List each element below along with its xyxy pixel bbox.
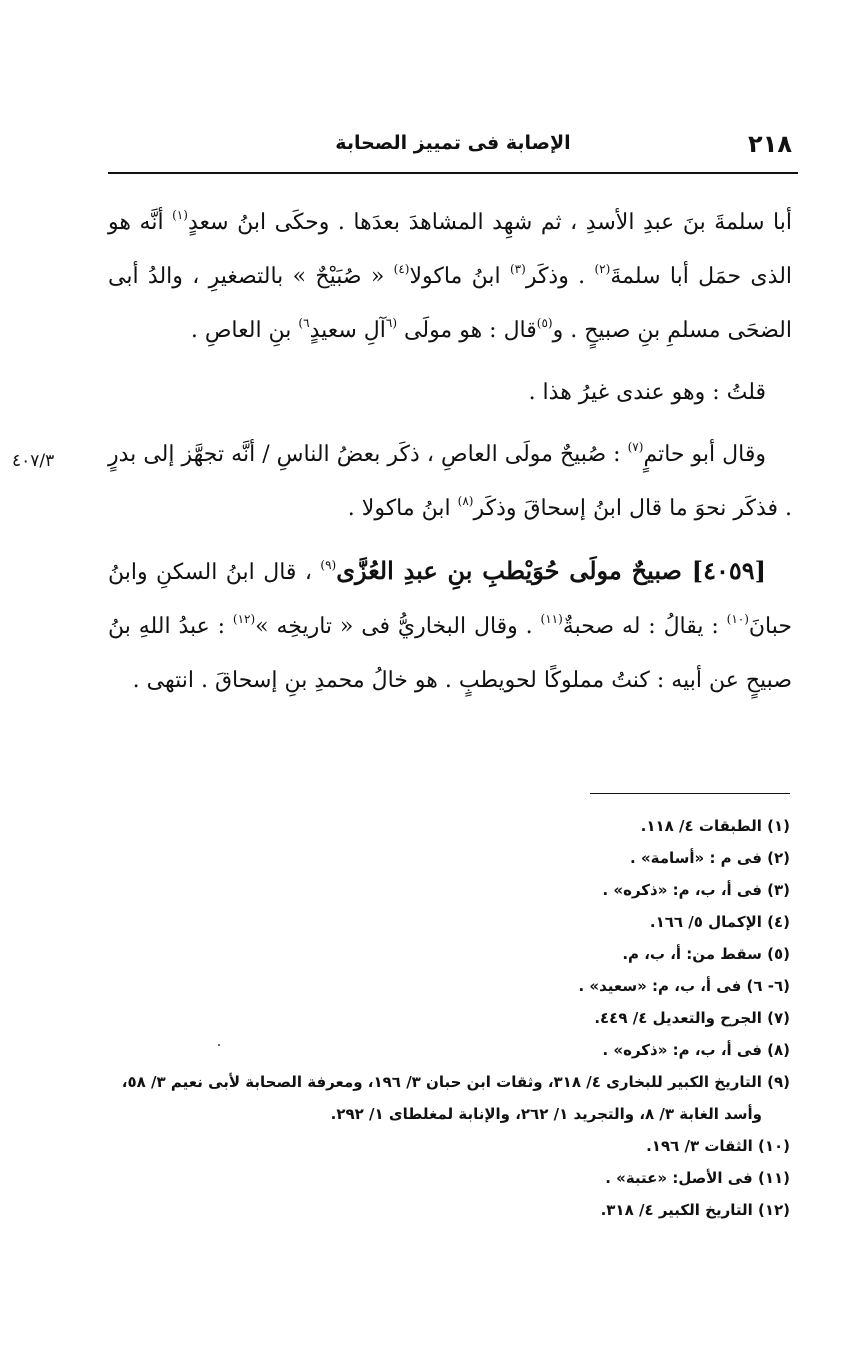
text-run: : عبدُ اللهِ بنُ صبيحٍ عن أبيه : كنتُ مملوكًا لحويطبٍ . هو خالُ محمدِ بنِ إسحاقَ . انتهى . <box>108 614 792 693</box>
footnote-9: (٩) التاريخ الكبير للبخارى ٤/ ٣١٨، وثقات ابن حبان ٣/ ١٩٦، ومعرفة الصحابة لأبى نعيم ٣/ ٥٨، <box>121 1073 790 1091</box>
header-rule <box>108 172 798 174</box>
margin-reference: ٤٠٧/٣ <box>12 451 55 471</box>
text-run: ابنُ ماكولا <box>409 264 510 289</box>
footnote-marker: (١) <box>172 208 188 222</box>
paragraph-3 <box>108 428 792 536</box>
text-run: آلِ سعيدٍ <box>309 318 386 343</box>
text-run: ابنُ ماكولا . <box>347 496 458 521</box>
footnotes <box>96 810 790 1226</box>
paragraph-2: قلتُ : وهو عندى غيرُ هذا . <box>528 380 766 405</box>
text-run: أبا سلمةَ بنَ عبدِ الأسدِ ، ثم شهِد المشاهدَ بعدَها . وحكَى ابنُ سعدٍ <box>187 210 792 235</box>
footnote-marker: (٣) <box>509 262 526 276</box>
footnote-marker: (١٠) <box>726 612 749 626</box>
footnote-3: (٣) فى أ، ب، م: «ذكره» . <box>602 881 790 899</box>
footnote-9-continued <box>96 1098 790 1130</box>
footnote-continuation: وأسد الغابة ٣/ ٨، والتجريد ١/ ٢٦٢، والإنابة لمغلطاى ١/ ٢٩٢. <box>330 1105 762 1123</box>
footnote-4: (٤) الإكمال ٥/ ١٦٦. <box>649 913 790 931</box>
footnote-2: (٢) فى م : «أسامة» . <box>630 849 790 867</box>
text-run: . وقال البخاريُّ فى « تاريخِه » <box>255 614 541 639</box>
footnote-marker: ٦) <box>298 316 310 330</box>
footnote-8: (٨) فى أ، ب، م: «ذكره» . <box>602 1041 790 1059</box>
footnote-marker: (٨) <box>457 494 474 508</box>
text-run: قال : هو مولَى <box>397 318 537 343</box>
text-run: بنِ العاصِ . <box>190 318 299 343</box>
paragraph-1 <box>108 196 792 358</box>
footnote-marker: (١٢) <box>232 612 256 626</box>
text-run: وقال أبو حاتمٍ <box>643 442 766 467</box>
footnote-11: (١١) فى الأصل: «عتبة» . <box>605 1169 790 1187</box>
footnote-12: (١٢) التاريخ الكبير ٤/ ٣١٨. <box>600 1201 790 1219</box>
text-run: . وذكَر <box>525 264 595 289</box>
text-run: : صُبيحٌ مولَى العاصِ ، ذكَر بعضُ الناسِ / أنَّه تجهَّز إلى بدرٍ . فذكَر نحوَ ما قال ابنُ إسحاقَ وذكَر <box>108 442 792 521</box>
footnote-marker: (٩) <box>320 558 337 572</box>
page-header <box>108 128 798 166</box>
footnote-1: (١) الطبقات ٤/ ١١٨. <box>640 817 790 835</box>
running-title: الإصابة فى تمييز الصحابة <box>335 132 571 154</box>
footnote-marker: (٢) <box>594 262 611 276</box>
text-run: « صُبَيْحٌ » بالتصغيرِ ، والدُ أبى الضحَى مسلمِ بنِ صبيحٍ . و <box>108 264 792 343</box>
page-number: ٢١٨ <box>748 130 792 158</box>
footnote-marker: (٧) <box>627 440 644 454</box>
footnote-marker: (١١) <box>540 612 563 626</box>
footnote-6: (٦- ٦) فى أ، ب، م: «سعيد» . <box>578 977 790 995</box>
paragraph-4 <box>108 544 792 708</box>
footnote-5: (٥) سقط من: أ، ب، م. <box>622 945 790 963</box>
footnote-rule <box>590 793 790 794</box>
main-text <box>108 196 792 708</box>
footnote-marker: (٤) <box>393 262 410 276</box>
scan-speck <box>218 1044 220 1046</box>
footnote-marker: (٦ <box>385 316 398 330</box>
text-run: أنَّه هو الذى حمَل أبا سلمةَ <box>108 210 793 289</box>
footnote-10: (١٠) الثقات ٣/ ١٩٦. <box>646 1137 790 1155</box>
entry-heading: [٤٠٥٩] صبيحٌ مولَى حُوَيْطبِ بنِ عبدِ العُزَّى <box>336 556 767 585</box>
text-run: : يقالُ : له صحبةٌ <box>562 614 727 639</box>
footnote-marker: (٥) <box>536 316 553 330</box>
text-run: ، قال ابنُ السكنِ وابنُ حبانَ <box>108 560 792 639</box>
footnote-7: (٧) الجرح والتعديل ٤/ ٤٤٩. <box>594 1009 790 1027</box>
